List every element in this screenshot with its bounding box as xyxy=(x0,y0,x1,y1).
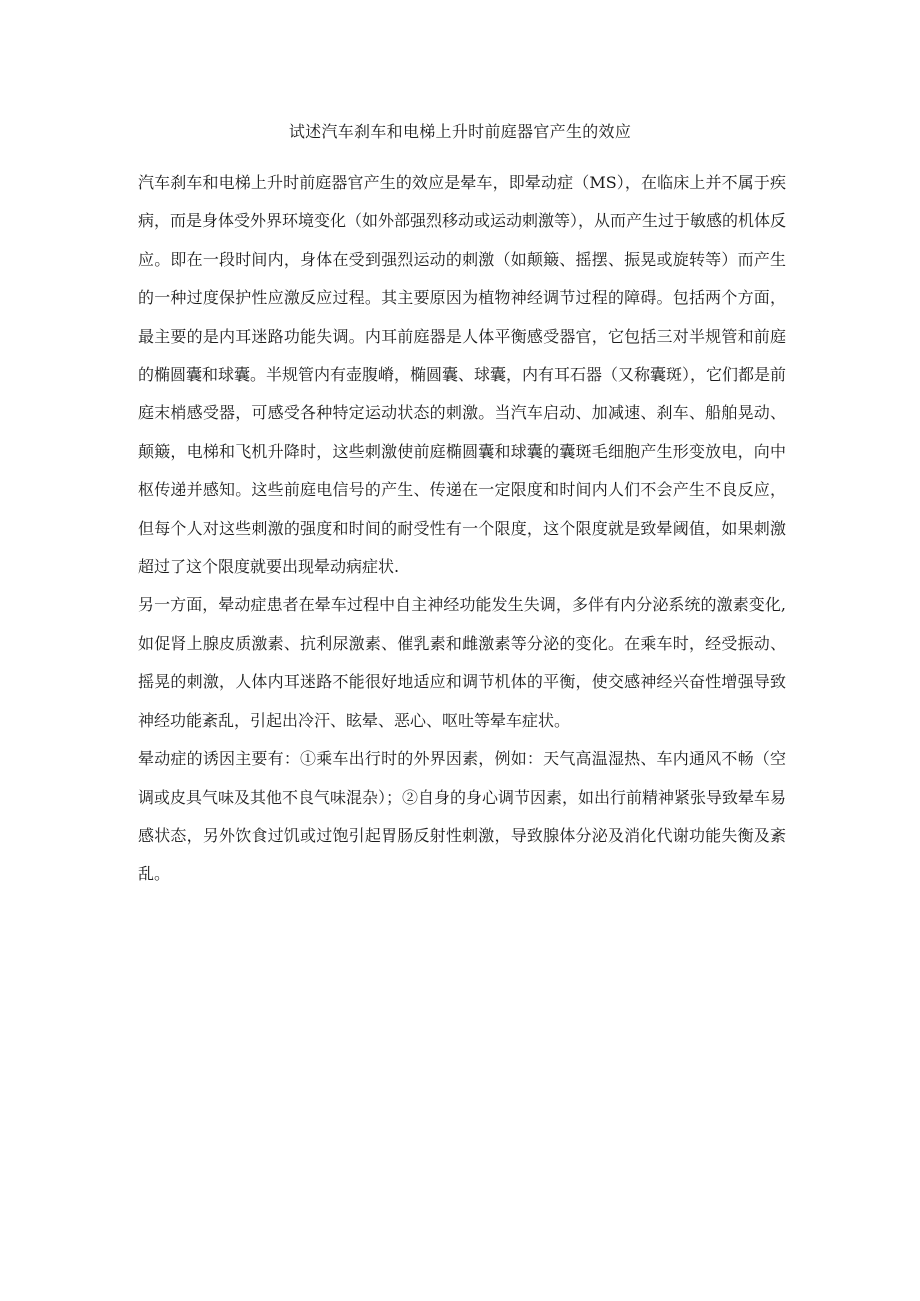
document-title: 试述汽车刹车和电梯上升时前庭器官产生的效应 xyxy=(288,122,632,141)
document-body xyxy=(138,164,786,894)
paragraph-2: 另一方面，晕动症患者在晕车过程中自主神经功能发生失调，多伴有内分泌系统的激素变化,如促肾上腺皮质激素、抗利尿激素、催乳素和雌激素等分泌的变化。在乘车时，经受振动、摇晃的刺激，人体内耳迷路不能很好地适应和调节机体的平衡，使交感神经兴奋性增强导致神经功能紊乱，引起出冷汗、眩晕、恶心、呕吐等晕车症状。 xyxy=(138,595,786,730)
paragraph-1: 汽车刹车和电梯上升时前庭器官产生的效应是晕车，即晕动症（MS），在临床上并不属于疾病，而是身体受外界环境变化（如外部强烈移动或运动刺激等），从而产生过于敏感的机体反应。即在一段时间内，身体在受到强烈运动的刺激（如颠簸、摇摆、振晃或旋转等）而产生的一种过度保护性应激反应过程。其主要原因为植物神经调节过程的障碍。包括两个方面，最主要的是内耳迷路功能失调。内耳前庭器是人体平衡感受器官，它包括三对半规管和前庭的椭圆囊和球囊。半规管内有壶腹嵴，椭圆囊、球囊，内有耳石器（又称囊斑），它们都是前庭末梢感受器，可感受各种特定运动状态的刺激。当汽车启动、加减速、刹车、船舶晃动、颠簸，电梯和飞机升降时，这些刺激使前庭椭圆囊和球囊的囊斑毛细胞产生形变放电，向中枢传递并感知。这些前庭电信号的产生、传递在一定限度和时间内人们不会产生不良反应，但每个人对这些刺激的强度和时间的耐受性有一个限度，这个限度就是致晕阈值，如果刺激超过了这个限度就要出现晕动病症状. xyxy=(138,173,787,577)
paragraph-3: 晕动症的诱因主要有：①乘车出行时的外界因素，例如：天气高温湿热、车内通风不畅（空调或皮具气味及其他不良气味混杂）；②自身的身心调节因素，如出行前精神紧张导致晕车易感状态，另外饮食过饥或过饱引起胃肠反射性刺激，导致腺体分泌及消化代谢功能失衡及紊乱。 xyxy=(138,749,787,884)
